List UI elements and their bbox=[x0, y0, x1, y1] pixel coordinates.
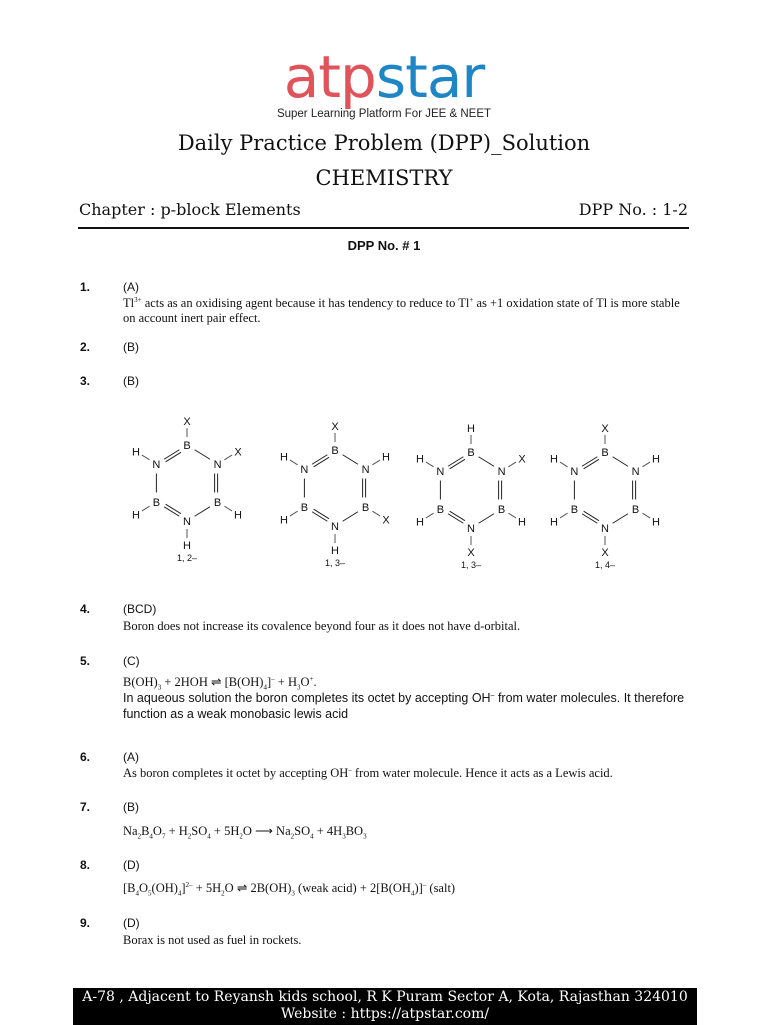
solution-text bbox=[123, 766, 613, 781]
atom-n: N bbox=[152, 459, 161, 471]
substituent-h: H bbox=[518, 516, 526, 529]
ring-bond bbox=[343, 512, 358, 522]
text-run: ⇌ bbox=[210, 675, 222, 689]
atom-b: B bbox=[601, 447, 609, 459]
atom-n: N bbox=[361, 464, 370, 476]
text-run: + 5H bbox=[210, 824, 240, 838]
answer-option: (B) bbox=[123, 340, 139, 354]
text-run: BO bbox=[345, 824, 364, 838]
substituent-x: X bbox=[518, 453, 526, 466]
substituent-h: H bbox=[280, 451, 288, 464]
text-run: 4 bbox=[410, 889, 415, 898]
substituent-bond bbox=[560, 462, 568, 467]
text-run: O bbox=[224, 881, 237, 895]
substituent-bond bbox=[290, 511, 298, 516]
substituent-bond bbox=[642, 513, 650, 518]
dpp-number: DPP No. : 1-2 bbox=[578, 200, 688, 219]
text-run: [B(OH) bbox=[221, 675, 264, 689]
text-run: from water molecules. It therefore bbox=[494, 691, 685, 705]
isomer-caption: 1, 4– bbox=[594, 560, 616, 570]
ring-bond bbox=[613, 457, 628, 467]
text-run: 2 bbox=[239, 832, 243, 841]
question-number: 7. bbox=[80, 800, 91, 814]
substituent-bond bbox=[290, 460, 298, 465]
text-run: ⇌ bbox=[236, 881, 248, 895]
question-number: 8. bbox=[80, 858, 91, 872]
substituent-bond bbox=[426, 462, 434, 467]
answer-option: (C) bbox=[123, 654, 140, 668]
question-number: 5. bbox=[80, 654, 91, 668]
text-run: As boron completes it octet by accepting OH bbox=[123, 766, 349, 781]
text-run: 4 bbox=[310, 832, 314, 841]
answer-option: (A) bbox=[123, 750, 139, 764]
substituent-bond bbox=[642, 462, 650, 467]
solution-text bbox=[123, 880, 455, 898]
text-run: 4 bbox=[207, 832, 211, 841]
solution-text bbox=[123, 823, 367, 841]
text-run: 3 bbox=[157, 683, 162, 692]
text-run: (weak acid) + 2[B(OH bbox=[294, 881, 411, 895]
text-run: – bbox=[348, 766, 352, 774]
text-run: – bbox=[271, 674, 275, 683]
ring-bond bbox=[479, 514, 494, 524]
substituent-bond bbox=[560, 513, 568, 518]
substituent-h: H bbox=[183, 540, 191, 552]
solution-text bbox=[123, 674, 317, 692]
text-run: 3 bbox=[363, 832, 367, 841]
text-run: 4 bbox=[263, 683, 267, 692]
substituent-bond bbox=[372, 460, 380, 465]
question-number: 9. bbox=[80, 916, 91, 930]
substituent-h: H bbox=[416, 516, 424, 529]
page-title: Daily Practice Problem (DPP)_Solution bbox=[177, 131, 591, 155]
substituent-bond bbox=[508, 513, 516, 518]
atom-n: N bbox=[331, 521, 339, 533]
substituent-h: H bbox=[652, 453, 660, 466]
atom-n: N bbox=[300, 464, 309, 476]
substituent-x: X bbox=[601, 547, 609, 559]
atom-b: B bbox=[467, 447, 475, 459]
tagline: Super Learning Platform For JEE & NEET bbox=[276, 108, 492, 120]
substituent-x: X bbox=[234, 446, 242, 459]
footer-bar bbox=[73, 988, 697, 1025]
atom-n: N bbox=[213, 459, 222, 471]
text-run: Na bbox=[272, 824, 291, 838]
solution-text bbox=[123, 933, 301, 948]
atom-b: B bbox=[300, 502, 309, 514]
substituent-h: H bbox=[550, 453, 558, 466]
text-run: Tl bbox=[123, 296, 135, 311]
text-run: 2 bbox=[137, 832, 142, 841]
text-run: O bbox=[242, 824, 255, 838]
logo-atp: atp bbox=[283, 43, 376, 111]
atom-b: B bbox=[497, 504, 506, 516]
substituent-h: H bbox=[652, 516, 660, 529]
logo-star: star bbox=[375, 43, 485, 111]
text-run: 2 bbox=[187, 832, 192, 841]
text-run: acts as an oxidising agent because it has tendency to reduce to Tl bbox=[141, 296, 470, 311]
text-run: 7 bbox=[161, 832, 166, 841]
substituent-bond bbox=[224, 455, 232, 460]
text-run: In aqueous solution the boron completes its octet by accepting OH bbox=[123, 691, 491, 705]
text-run: – bbox=[490, 691, 495, 699]
text-run: 3 bbox=[296, 683, 301, 692]
text-run: (OH) bbox=[151, 881, 178, 895]
answer-option: (B) bbox=[123, 800, 139, 814]
substituent-x: X bbox=[183, 416, 191, 428]
text-run: ] bbox=[181, 881, 186, 895]
subject-heading: CHEMISTRY bbox=[315, 166, 453, 190]
text-run: 4 bbox=[177, 889, 182, 898]
text-run: + bbox=[309, 674, 314, 683]
question-number: 3. bbox=[80, 374, 91, 388]
text-run: O bbox=[152, 824, 162, 838]
solution-text bbox=[123, 619, 520, 634]
substituent-h: H bbox=[382, 451, 390, 464]
footer-address: A-78 , Adjacent to Reyansh kids school, R K Puram Sector A, Kota, Rajasthan 324010 bbox=[82, 989, 688, 1005]
substituent-x: X bbox=[601, 423, 609, 435]
text-run: 2 bbox=[221, 889, 225, 898]
text-run: + 2HOH bbox=[161, 675, 211, 689]
substituent-bond bbox=[142, 506, 150, 511]
text-run: 3+ bbox=[134, 296, 142, 304]
text-run: + 5H bbox=[192, 881, 222, 895]
text-run: 3 bbox=[342, 832, 346, 841]
text-run: Borax is not used as fuel in rockets. bbox=[123, 933, 302, 947]
atom-n: N bbox=[570, 466, 579, 478]
substituent-h: H bbox=[280, 514, 288, 527]
text-run: )] bbox=[414, 881, 423, 895]
text-run: . bbox=[313, 675, 317, 689]
atom-b: B bbox=[570, 504, 579, 516]
substituent-h: H bbox=[132, 509, 140, 522]
question-number: 2. bbox=[80, 340, 91, 354]
text-run: ⟶ bbox=[255, 824, 273, 838]
text-run: – bbox=[422, 880, 427, 889]
text-run: as +1 oxidation state of Tl is more stable bbox=[473, 296, 680, 311]
atom-n: N bbox=[467, 523, 475, 535]
text-run: + H bbox=[165, 824, 188, 838]
substituent-h: H bbox=[550, 516, 558, 529]
isomer-caption: 1, 3– bbox=[324, 558, 346, 568]
text-run: Na bbox=[123, 824, 138, 838]
isomer-caption: 1, 2– bbox=[176, 553, 198, 563]
atom-b: B bbox=[331, 445, 339, 457]
atom-n: N bbox=[631, 466, 640, 478]
substituent-bond bbox=[224, 506, 232, 511]
substituent-h: H bbox=[467, 423, 475, 435]
isomer-caption: 1, 3– bbox=[460, 560, 482, 570]
text-run: 2– bbox=[185, 880, 193, 889]
atom-n: N bbox=[436, 466, 445, 478]
atom-b: B bbox=[436, 504, 445, 516]
section-heading: DPP No. # 1 bbox=[347, 238, 421, 253]
text-run: on account inert pair effect. bbox=[123, 311, 261, 325]
text-run: 5 bbox=[148, 889, 152, 898]
ring-bond bbox=[195, 507, 210, 517]
atom-b: B bbox=[152, 497, 161, 509]
footer-website: Website : https://atpstar.com/ bbox=[280, 1006, 490, 1022]
substituent-bond bbox=[508, 462, 516, 467]
chapter-label: Chapter : p-block Elements bbox=[79, 200, 301, 219]
substituent-bond bbox=[426, 513, 434, 518]
substituent-bond bbox=[142, 455, 150, 460]
substituent-x: X bbox=[467, 547, 475, 559]
atom-b: B bbox=[631, 504, 640, 516]
text-run: B(OH) bbox=[123, 675, 158, 689]
solution-text bbox=[123, 691, 684, 705]
text-run: ] bbox=[266, 675, 272, 689]
ring-bond bbox=[613, 514, 628, 524]
text-run: Boron does not increase its covalence beyond four as it does not have d-orbital. bbox=[123, 619, 521, 633]
atom-b: B bbox=[361, 502, 370, 514]
text-run: SO bbox=[294, 824, 311, 838]
atom-b: B bbox=[183, 440, 191, 452]
text-run: 2 bbox=[290, 832, 295, 841]
question-number: 1. bbox=[80, 280, 91, 294]
text-run: B bbox=[141, 824, 150, 838]
solution-text bbox=[123, 707, 348, 721]
text-run: 4 bbox=[135, 889, 139, 898]
text-run: from water molecule. Hence it acts as a Lewis acid. bbox=[351, 766, 613, 781]
ring-bond bbox=[479, 457, 494, 467]
text-run: O bbox=[300, 675, 310, 689]
text-run: SO bbox=[191, 824, 208, 838]
atom-b: B bbox=[213, 497, 222, 509]
text-run: + bbox=[469, 296, 474, 304]
substituent-x: X bbox=[382, 514, 390, 527]
substituent-x: X bbox=[331, 421, 339, 433]
text-run: (salt) bbox=[426, 881, 456, 895]
answer-option: (D) bbox=[123, 858, 140, 872]
text-run: function as a weak monobasic lewis acid bbox=[123, 707, 349, 721]
substituent-h: H bbox=[416, 453, 424, 466]
substituent-h: H bbox=[234, 509, 242, 522]
question-number: 4. bbox=[80, 602, 91, 616]
answer-option: (D) bbox=[123, 916, 140, 930]
answer-option: (B) bbox=[123, 374, 139, 388]
text-run: + 4H bbox=[313, 824, 343, 838]
question-number: 6. bbox=[80, 750, 91, 764]
substituent-bond bbox=[372, 511, 380, 516]
ring-bond bbox=[343, 455, 358, 465]
text-run: [B bbox=[123, 881, 136, 895]
atom-n: N bbox=[601, 523, 609, 535]
text-run: + H bbox=[274, 675, 297, 689]
substituent-h: H bbox=[331, 545, 339, 557]
atom-n: N bbox=[183, 516, 191, 528]
substituent-h: H bbox=[132, 446, 140, 459]
text-run: 3 bbox=[291, 889, 295, 898]
answer-option: (A) bbox=[123, 280, 139, 294]
ring-bond bbox=[195, 450, 210, 460]
answer-option: (BCD) bbox=[123, 602, 157, 616]
atom-n: N bbox=[497, 466, 506, 478]
text-run: 2B(OH) bbox=[247, 881, 292, 895]
text-run: 4 bbox=[149, 832, 153, 841]
text-run: O bbox=[139, 881, 149, 895]
